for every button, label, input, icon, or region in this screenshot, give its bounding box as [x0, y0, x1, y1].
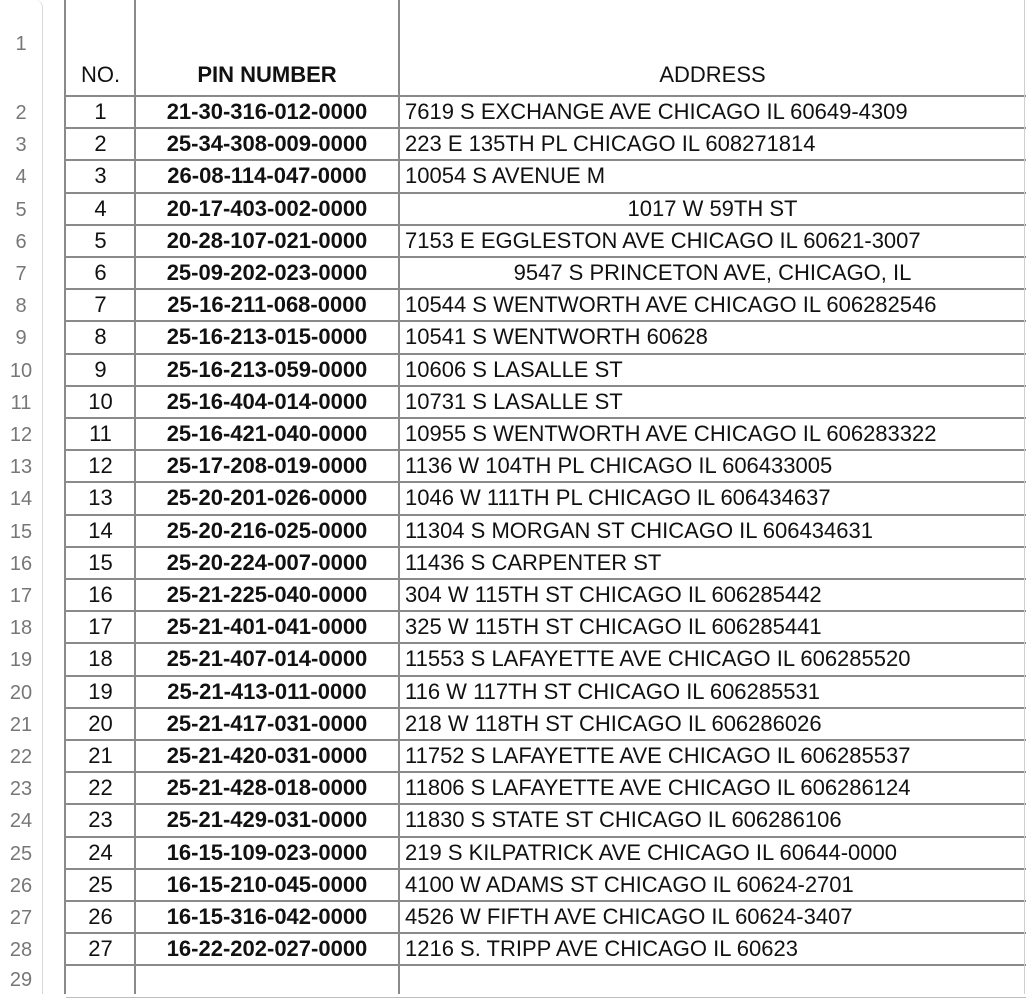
cell-address[interactable]: 10544 S WENTWORTH AVE CHICAGO IL 606282546 — [405, 292, 937, 318]
cell-no[interactable]: 3 — [94, 163, 107, 189]
cell-pin-number[interactable]: 25-16-213-059-0000 — [166, 356, 368, 382]
table-row — [0, 257, 1026, 289]
cell-no[interactable]: 7 — [94, 292, 107, 318]
row-number[interactable]: 3 — [15, 134, 27, 157]
row-number[interactable]: 8 — [15, 295, 27, 318]
table-row — [0, 772, 1026, 804]
row-divider — [66, 127, 1026, 129]
table-row — [0, 289, 1026, 321]
row-number[interactable]: 9 — [15, 327, 27, 350]
cell-pin-number[interactable]: 21-30-316-012-0000 — [166, 99, 368, 124]
column-divider — [1024, 0, 1025, 994]
row-divider — [66, 481, 1026, 483]
row-number[interactable]: 27 — [9, 907, 33, 929]
table-row — [0, 386, 1026, 418]
cell-no[interactable]: 5 — [94, 227, 107, 253]
cell-no[interactable]: 2 — [94, 131, 107, 157]
table-row — [0, 804, 1026, 836]
cell-no[interactable]: 22 — [88, 775, 113, 801]
cell-pin-number[interactable]: 16-22-202-027-0000 — [166, 936, 368, 962]
row-divider — [66, 192, 1026, 194]
row-divider — [66, 95, 1026, 97]
cell-no[interactable]: 11 — [89, 421, 112, 446]
cell-pin-number[interactable]: 25-20-216-025-0000 — [166, 517, 368, 543]
row-number[interactable]: 5 — [15, 198, 27, 221]
cell-pin-number[interactable]: 25-21-429-031-0000 — [166, 807, 368, 833]
row-number[interactable]: 11 — [10, 391, 32, 414]
cell-pin-number[interactable]: 26-08-114-047-0000 — [167, 163, 367, 189]
column-header-pin[interactable] — [135, 0, 399, 96]
table-row — [0, 418, 1026, 450]
column-header-address-label: ADDRESS — [659, 62, 766, 87]
cell-pin-number[interactable]: 20-28-107-021-0000 — [166, 227, 368, 253]
row-divider — [66, 159, 1026, 161]
row-divider — [66, 868, 1026, 870]
cell-address[interactable]: 1136 W 104TH PL CHICAGO IL 606433005 — [405, 453, 833, 479]
table-row — [0, 450, 1026, 482]
cell-pin-number[interactable]: 25-21-225-040-0000 — [166, 582, 368, 607]
cell-no[interactable]: 13 — [88, 485, 113, 511]
cell-no[interactable]: 20 — [88, 710, 113, 736]
row-divider — [66, 707, 1026, 709]
row-number[interactable]: 14 — [9, 488, 33, 511]
cell-address[interactable]: 11304 S MORGAN ST CHICAGO IL 606434631 — [405, 517, 873, 543]
cell-pin-number[interactable]: 25-21-407-014-0000 — [166, 646, 368, 672]
cell-address[interactable]: 1216 S. TRIPP AVE CHICAGO IL 60623 — [405, 936, 798, 962]
table-row — [0, 579, 1026, 611]
cell-pin-number[interactable]: 25-17-208-019-0000 — [166, 453, 368, 479]
cell-pin-number[interactable]: 16-15-316-042-0000 — [166, 904, 368, 929]
cell-address[interactable]: 11806 S LAFAYETTE AVE CHICAGO IL 606286124 — [405, 775, 911, 801]
table-row — [0, 837, 1026, 869]
cell-no[interactable]: 21 — [88, 743, 113, 768]
table-row — [0, 611, 1026, 643]
header-row — [0, 0, 1026, 96]
cell-pin-number[interactable]: 16-15-109-023-0000 — [166, 839, 368, 865]
row-number[interactable]: 16 — [9, 552, 33, 575]
table-row — [0, 128, 1026, 160]
row-number[interactable]: 22 — [9, 746, 33, 768]
cell-address[interactable]: 304 W 115TH ST CHICAGO IL 606285442 — [405, 582, 822, 607]
cell-no[interactable]: 17 — [88, 614, 113, 640]
row-divider — [66, 997, 1026, 998]
row-number[interactable]: 20 — [9, 681, 33, 704]
cell-address[interactable]: 1046 W 111TH PL CHICAGO IL 606434637 — [405, 485, 831, 511]
row-number[interactable]: 28 — [9, 939, 33, 962]
cell-no[interactable]: 9 — [94, 356, 107, 382]
cell-no[interactable]: 14 — [88, 517, 113, 543]
row-number[interactable]: 15 — [9, 520, 33, 543]
table-row — [0, 708, 1026, 740]
row-number[interactable]: 2 — [15, 102, 27, 124]
table-row — [0, 933, 1026, 965]
cell-pin-number[interactable]: 16-15-210-045-0000 — [166, 871, 368, 897]
cell-address[interactable]: 218 W 118TH ST CHICAGO IL 606286026 — [405, 710, 822, 736]
column-header-no-label: NO. — [80, 62, 121, 87]
row-number[interactable]: 1 — [15, 33, 27, 55]
cell-pin-number[interactable]: 25-09-202-023-0000 — [166, 260, 368, 285]
row-number[interactable]: 13 — [9, 456, 33, 479]
table-row — [0, 547, 1026, 579]
row-divider — [66, 514, 1026, 516]
row-number[interactable]: 7 — [15, 263, 27, 285]
cell-no[interactable]: 10 — [88, 388, 113, 414]
column-divider — [398, 0, 400, 994]
cell-no[interactable]: 27 — [88, 936, 113, 962]
row-number[interactable]: 4 — [15, 166, 27, 189]
cell-pin-number[interactable]: 25-21-428-018-0000 — [166, 775, 368, 801]
cell-no[interactable]: 12 — [88, 453, 113, 479]
cell-address[interactable]: 10731 S LASALLE ST — [405, 388, 623, 414]
cell-pin-number[interactable]: 25-21-417-031-0000 — [166, 710, 368, 736]
row-number[interactable]: 29 — [9, 969, 33, 992]
row-divider — [66, 256, 1026, 258]
cell-pin-number[interactable]: 25-34-308-009-0000 — [166, 131, 368, 157]
row-divider — [66, 385, 1026, 387]
cell-pin-number[interactable]: 25-16-211-068-0000 — [167, 292, 367, 318]
cell-address[interactable]: 11553 S LAFAYETTE AVE CHICAGO IL 606285520 — [405, 646, 911, 672]
cell-no[interactable]: 19 — [88, 678, 113, 704]
row-divider — [66, 353, 1026, 355]
cell-no[interactable]: 24 — [88, 839, 113, 865]
cell-no[interactable]: 18 — [88, 646, 113, 672]
cell-no[interactable]: 26 — [88, 904, 113, 929]
row-divider — [66, 449, 1026, 451]
cell-address[interactable]: 10541 S WENTWORTH 60628 — [405, 324, 708, 350]
row-number[interactable]: 6 — [15, 230, 27, 253]
table-row — [0, 869, 1026, 901]
column-header-no[interactable] — [66, 0, 135, 96]
table-row — [0, 321, 1026, 353]
row-number[interactable]: 19 — [9, 649, 33, 672]
cell-no[interactable]: 8 — [94, 324, 107, 350]
cell-address[interactable]: 325 W 115TH ST CHICAGO IL 606285441 — [405, 614, 822, 640]
table-row — [0, 515, 1026, 547]
cell-no[interactable]: 23 — [88, 807, 113, 833]
cell-pin-number[interactable]: 25-20-224-007-0000 — [166, 549, 368, 575]
table-row — [0, 354, 1026, 386]
table-row — [0, 225, 1026, 257]
row-divider — [66, 417, 1026, 419]
table-row — [0, 643, 1026, 675]
row-number[interactable]: 10 — [9, 359, 33, 382]
cell-pin-number[interactable]: 25-21-413-011-0000 — [167, 678, 367, 704]
row-number[interactable]: 23 — [9, 778, 33, 801]
cell-no[interactable]: 25 — [88, 871, 113, 897]
row-divider — [66, 320, 1026, 322]
cell-address[interactable]: 9547 S PRINCETON AVE, CHICAGO, IL — [513, 260, 912, 285]
cell-address[interactable]: 7153 E EGGLESTON AVE CHICAGO IL 60621-3007 — [405, 227, 921, 253]
table-row — [0, 901, 1026, 933]
table-row-empty — [0, 965, 1026, 997]
row-number[interactable]: 24 — [9, 810, 33, 833]
column-header-address[interactable] — [399, 0, 1026, 96]
row-number[interactable]: 26 — [9, 874, 33, 897]
column-divider — [134, 0, 136, 994]
row-divider — [66, 224, 1026, 226]
column-divider — [64, 0, 66, 994]
cell-no[interactable]: 1 — [94, 99, 107, 124]
cell-address[interactable]: 11436 S CARPENTER ST — [405, 549, 662, 575]
row-number[interactable]: 12 — [9, 424, 33, 446]
cell-address[interactable]: 10606 S LASALLE ST — [405, 356, 623, 382]
row-divider — [66, 771, 1026, 773]
row-divider — [66, 578, 1026, 580]
row-divider — [66, 739, 1026, 741]
row-number[interactable]: 17 — [9, 585, 33, 607]
row-divider — [66, 675, 1026, 677]
row-divider — [66, 288, 1026, 290]
cell-address[interactable]: 11830 S STATE ST CHICAGO IL 606286106 — [405, 807, 842, 833]
cell-no[interactable]: 6 — [94, 260, 107, 285]
cell-address[interactable]: 1017 W 59TH ST — [627, 195, 798, 221]
table-row — [0, 96, 1026, 128]
cell-pin-number[interactable]: 25-16-213-015-0000 — [166, 324, 368, 350]
cell-no[interactable]: 4 — [94, 195, 107, 221]
cell-address[interactable]: 10054 S AVENUE M — [405, 163, 606, 189]
cell-address[interactable]: 223 E 135TH PL CHICAGO IL 608271814 — [405, 131, 816, 157]
cell-no[interactable]: 16 — [88, 582, 113, 607]
cell-pin-number[interactable]: 25-16-421-040-0000 — [166, 421, 368, 446]
cell-pin-number[interactable]: 25-16-404-014-0000 — [166, 388, 368, 414]
cell-address[interactable]: 4100 W ADAMS ST CHICAGO IL 60624-2701 — [405, 871, 854, 897]
table-row — [0, 482, 1026, 514]
table-row — [0, 160, 1026, 192]
row-divider — [66, 642, 1026, 644]
table-row — [0, 740, 1026, 772]
row-number[interactable]: 25 — [9, 842, 33, 865]
cell-pin-number[interactable]: 25-21-401-041-0000 — [166, 614, 368, 640]
row-divider — [66, 900, 1026, 902]
row-divider — [66, 803, 1026, 805]
row-divider — [66, 964, 1026, 966]
cell-pin-number[interactable]: 20-17-403-002-0000 — [166, 195, 368, 221]
table-row — [0, 676, 1026, 708]
column-header-pin-label: PIN NUMBER — [197, 62, 337, 87]
row-divider — [66, 932, 1026, 934]
row-number[interactable]: 21 — [9, 713, 33, 736]
cell-pin-number[interactable]: 25-20-201-026-0000 — [166, 485, 368, 511]
row-number[interactable]: 18 — [9, 617, 33, 640]
row-divider — [66, 610, 1026, 612]
cell-address[interactable]: 10955 S WENTWORTH AVE CHICAGO IL 606283322 — [405, 421, 937, 446]
cell-address[interactable]: 7619 S EXCHANGE AVE CHICAGO IL 60649-4309 — [405, 99, 908, 124]
row-divider — [66, 546, 1026, 548]
cell-pin-number[interactable]: 25-21-420-031-0000 — [166, 743, 368, 768]
row-divider — [66, 836, 1026, 838]
cell-address[interactable]: 11752 S LAFAYETTE AVE CHICAGO IL 606285537 — [405, 743, 911, 768]
table-row — [0, 193, 1026, 225]
cell-address[interactable]: 4526 W FIFTH AVE CHICAGO IL 60624-3407 — [405, 904, 853, 929]
cell-address[interactable]: 219 S KILPATRICK AVE CHICAGO IL 60644-0000 — [405, 839, 897, 865]
cell-no[interactable]: 15 — [88, 549, 113, 575]
cell-address[interactable]: 116 W 117TH ST CHICAGO IL 606285531 — [405, 678, 820, 704]
